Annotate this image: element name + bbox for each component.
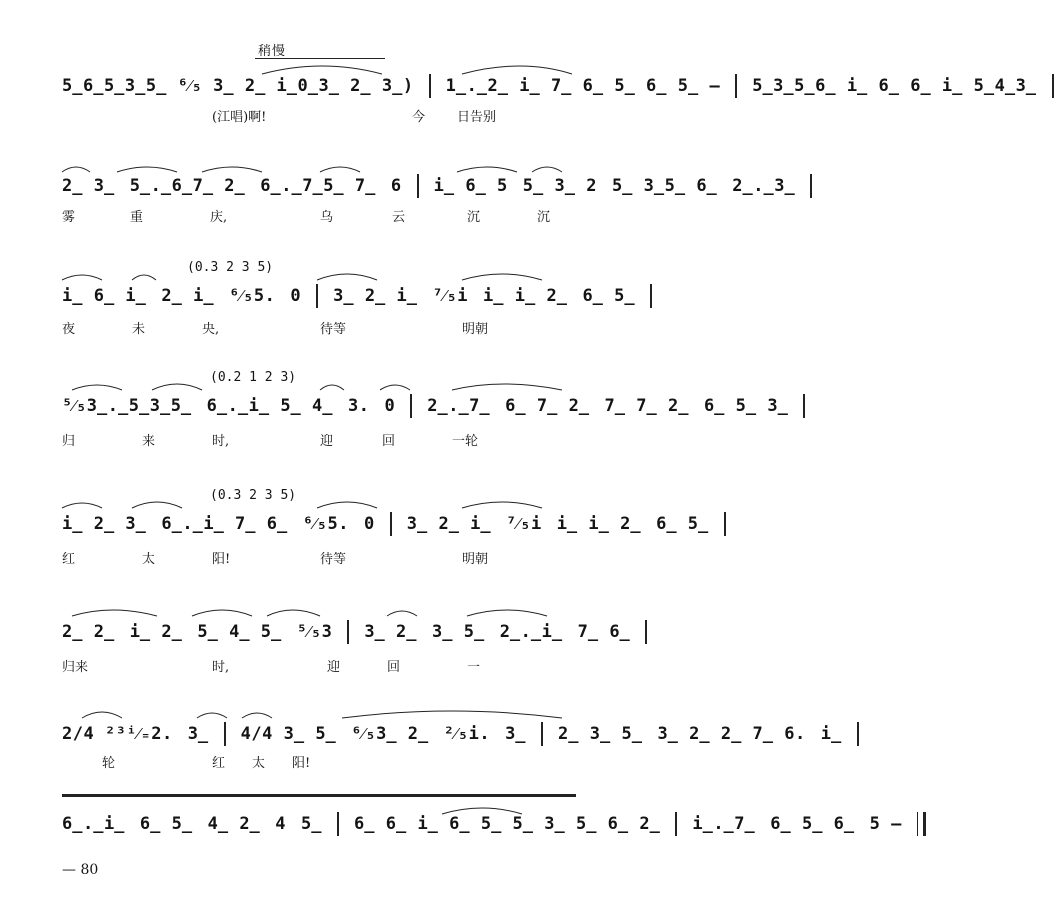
lyric: 庆, bbox=[210, 210, 228, 225]
notation-segment: 5̲ bbox=[301, 814, 323, 834]
lyric: 乌 bbox=[320, 210, 334, 225]
notation-segment: i̲ bbox=[820, 724, 842, 744]
barline bbox=[337, 812, 339, 836]
lyric: 太 bbox=[252, 756, 266, 771]
lyric: 归来 bbox=[62, 660, 89, 675]
lyric: 时, bbox=[212, 434, 230, 449]
lyric: 来 bbox=[142, 434, 156, 449]
lyric: 一轮 bbox=[452, 434, 479, 449]
notation-segment: 6̲ 5̲ bbox=[582, 286, 636, 306]
barline bbox=[810, 174, 812, 198]
barline bbox=[1052, 74, 1054, 98]
notation-segment: i̲ 6̲ i̲ bbox=[62, 286, 147, 306]
notation-line bbox=[62, 74, 1054, 98]
notation-segment: 6̲.̲i̲ 7̲ 6̲ bbox=[161, 514, 288, 534]
lyric: 央, bbox=[202, 322, 220, 337]
lyric: (江唱)啊! bbox=[212, 110, 267, 125]
lyrics-line bbox=[62, 548, 584, 567]
notation-line bbox=[62, 284, 652, 308]
accompaniment-figure: (0.2 1 2 3) bbox=[210, 370, 297, 385]
tempo-bracket bbox=[255, 58, 385, 59]
notation-segment: 2̲ 3̲ bbox=[62, 176, 115, 196]
notation-line bbox=[62, 394, 805, 418]
notation-segment: 5 — bbox=[869, 814, 902, 834]
notation-segment: 6̲.̲i̲ 5̲ 4̲ bbox=[206, 396, 333, 416]
barline bbox=[645, 620, 647, 644]
lyric: 雾 bbox=[62, 210, 76, 225]
lyric: 轮 bbox=[102, 756, 116, 771]
notation-segment: i̲ 2̲ bbox=[129, 622, 183, 642]
notation-segment: 7̲ 7̲ 2̲ bbox=[604, 396, 689, 416]
lyric: 时, bbox=[212, 660, 230, 675]
barline bbox=[429, 74, 431, 98]
notation-segment: 2̲.̲i̲ bbox=[499, 622, 563, 642]
notation-segment: 2̲.̲7̲ bbox=[427, 396, 491, 416]
lyric: 一 bbox=[467, 660, 481, 675]
slur-marks bbox=[62, 602, 584, 622]
lyric: 迎 bbox=[327, 660, 341, 675]
notation-segment: 3̲ 2̲ bbox=[364, 622, 417, 642]
barline bbox=[803, 394, 805, 418]
notation-segment: 5̲ 3̲5̲ 6̲ bbox=[611, 176, 718, 196]
notation-segment: 2̲ 3̲ 5̲ bbox=[558, 724, 643, 744]
lyrics-line bbox=[62, 318, 584, 337]
lyric: 迎 bbox=[320, 434, 334, 449]
lyric: 沉 bbox=[467, 210, 481, 225]
lyric: 今 bbox=[412, 110, 426, 125]
notation-segment: ⁷⁄₅i bbox=[432, 286, 469, 306]
notation-segment: 3̲ bbox=[505, 724, 527, 744]
slur-marks bbox=[62, 376, 584, 396]
barline bbox=[417, 174, 419, 198]
slur-marks bbox=[62, 704, 584, 724]
accompaniment-figure: (0.3 2 3 5) bbox=[187, 260, 274, 275]
barline bbox=[390, 512, 392, 536]
barline bbox=[224, 722, 226, 746]
notation-line bbox=[62, 512, 726, 536]
lyric: 云 bbox=[392, 210, 406, 225]
tempo-mark: 稍慢 bbox=[258, 44, 287, 59]
notation-segment: ⁶⁄₅5. bbox=[302, 514, 349, 534]
notation-segment: 2/4 ²³ⁱ⁄₌2. bbox=[62, 724, 173, 744]
notation-segment: 5̲3̲5̲6̲ i̲ 6̲ 6̲ i̲ 5̲4̲3̲ bbox=[752, 76, 1037, 96]
notation-segment: 2̲ 2̲ bbox=[62, 622, 115, 642]
notation-segment: 3̲ 2̲ i̲ bbox=[406, 514, 492, 534]
slur-marks bbox=[62, 494, 584, 514]
notation-segment: 5̲.̲6̲7̲ 2̲ bbox=[129, 176, 246, 196]
notation-segment: i̲ 2̲ 3̲ bbox=[62, 514, 147, 534]
notation-line bbox=[62, 812, 926, 836]
notation-segment: 3̲ 2̲ 2̲ 7̲ 6. bbox=[657, 724, 806, 744]
lyric: 待等 bbox=[320, 322, 347, 337]
notation-segment: 5̲6̲5̲3̲5̲ ⁶⁄₅ 3̲ 2̲ i̲0̲3̲ 2̲ 3̲) bbox=[62, 76, 414, 96]
notation-segment: 6̲ 5̲ 6̲ bbox=[770, 814, 855, 834]
notation-segment: 1̲.̲2̲ i̲ 7̲ 6̲ 5̲ 6̲ 5̲ — bbox=[445, 76, 721, 96]
lyric: 阳! bbox=[212, 552, 231, 567]
lyric: 红 bbox=[212, 756, 226, 771]
lyrics-line bbox=[62, 106, 584, 125]
notation-segment: 3̲ 5̲ bbox=[432, 622, 485, 642]
section-rule bbox=[62, 794, 576, 797]
lyrics-line bbox=[62, 656, 584, 675]
lyric: 回 bbox=[382, 434, 396, 449]
lyric: 日告别 bbox=[457, 110, 497, 125]
notation-segment: i̲ i̲ 2̲ bbox=[483, 286, 568, 306]
barline bbox=[675, 812, 677, 836]
lyrics-line bbox=[62, 206, 584, 225]
notation-segment: 2̲.̲3̲ bbox=[732, 176, 796, 196]
notation-segment: 4̲ 2̲ bbox=[207, 814, 261, 834]
page-number: — 80 bbox=[62, 862, 99, 878]
notation-segment: 6̲ 5̲ bbox=[656, 514, 709, 534]
notation-segment: 6̲ 5̲ 3̲ bbox=[703, 396, 789, 416]
notation-segment: 3̲ bbox=[187, 724, 209, 744]
notation-segment: ²⁄₅i. bbox=[443, 724, 491, 744]
notation-segment: 0 bbox=[290, 286, 302, 306]
notation-segment: ⁷⁄₅i bbox=[506, 514, 542, 534]
barline bbox=[410, 394, 412, 418]
barline bbox=[316, 284, 318, 308]
notation-segment: 0 bbox=[364, 514, 375, 534]
lyric: 重 bbox=[130, 210, 144, 225]
notation-segment: i̲ i̲ 2̲ bbox=[556, 514, 642, 534]
notation-segment: 7̲ 6̲ bbox=[577, 622, 631, 642]
notation-segment: 6̲.̲i̲ bbox=[62, 814, 125, 834]
notation-segment: ⁵⁄₅3̲.̲5̲3̲5̲ bbox=[62, 396, 192, 416]
notation-line bbox=[62, 620, 647, 644]
notation-segment: 6 bbox=[390, 176, 402, 196]
lyric: 归 bbox=[62, 434, 76, 449]
notation-segment: 6̲ 5̲ bbox=[139, 814, 193, 834]
notation-segment: 3. bbox=[348, 396, 370, 416]
lyrics-line bbox=[62, 430, 584, 449]
notation-segment: 3̲ 2̲ i̲ bbox=[333, 286, 418, 306]
lyric: 明朝 bbox=[462, 552, 489, 567]
barline bbox=[650, 284, 652, 308]
notation-segment: 2̲ i̲ bbox=[161, 286, 215, 306]
barline bbox=[735, 74, 737, 98]
lyric: 阳! bbox=[292, 756, 311, 771]
barline bbox=[857, 722, 859, 746]
barline bbox=[724, 512, 726, 536]
notation-line bbox=[62, 722, 859, 746]
accompaniment-figure: (0.3 2 3 5) bbox=[210, 488, 297, 503]
notation-segment: 6̲.̲7̲5̲ 7̲ bbox=[260, 176, 376, 196]
notation-segment: ⁶⁄₅5. bbox=[229, 286, 276, 306]
lyric: 明朝 bbox=[462, 322, 489, 337]
notation-segment: i̲.̲7̲ bbox=[692, 814, 756, 834]
notation-segment: 5̲ 3̲ 2 bbox=[522, 176, 597, 196]
lyric: 红 bbox=[62, 552, 76, 567]
barline bbox=[347, 620, 349, 644]
barline bbox=[541, 722, 543, 746]
lyric: 沉 bbox=[537, 210, 551, 225]
notation-segment: 6̲ 6̲ i̲ 6̲ 5̲ 5̲ 3̲ 5̲ 6̲ 2̲ bbox=[354, 814, 661, 834]
notation-segment: ⁶⁄₅3̲ 2̲ bbox=[351, 724, 429, 744]
lyric: 回 bbox=[387, 660, 401, 675]
lyrics-line bbox=[62, 752, 584, 771]
lyric: 未 bbox=[132, 322, 146, 337]
notation-segment: 4 bbox=[275, 814, 287, 834]
notation-segment: 4/4 3̲ 5̲ bbox=[240, 724, 337, 744]
notation-segment: 0 bbox=[384, 396, 396, 416]
notation-segment: i̲ 6̲ 5 bbox=[433, 176, 508, 196]
final-barline bbox=[917, 812, 926, 836]
notation-segment: ⁵⁄₅3 bbox=[296, 622, 333, 642]
lyric: 太 bbox=[142, 552, 156, 567]
lyric: 待等 bbox=[320, 552, 347, 567]
notation-line bbox=[62, 174, 812, 198]
notation-segment: 6̲ 7̲ 2̲ bbox=[505, 396, 590, 416]
slur-marks bbox=[62, 266, 584, 286]
notation-segment: 5̲ 4̲ 5̲ bbox=[197, 622, 282, 642]
lyric: 夜 bbox=[62, 322, 76, 337]
